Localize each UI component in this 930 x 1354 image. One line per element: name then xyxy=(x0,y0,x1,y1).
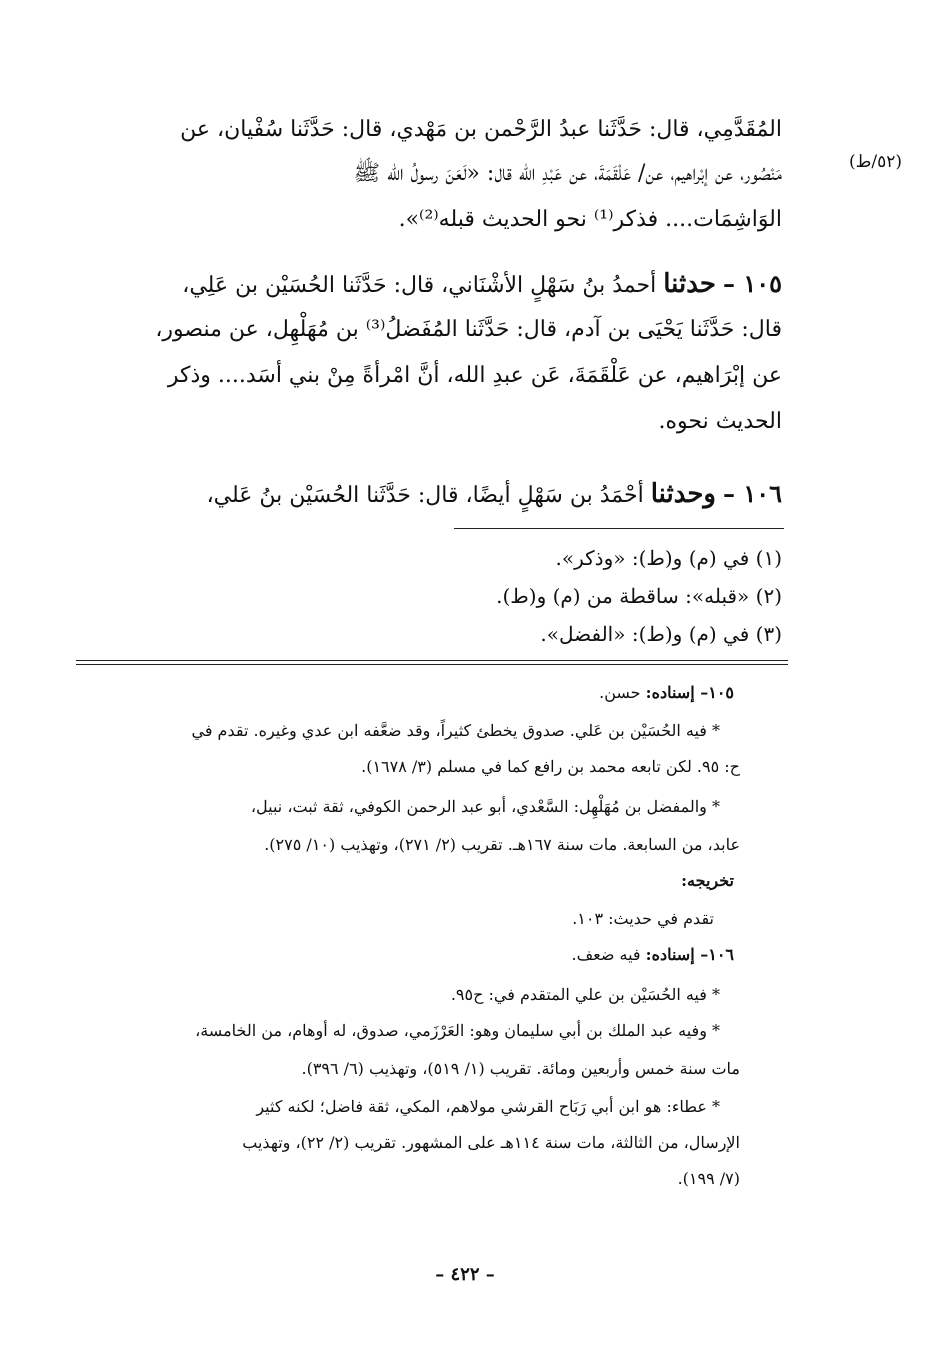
commentary-rule-top xyxy=(76,660,788,661)
commentary-106-line-5: الإرسال، من الثالثة، مات سنة ١١٤هـ على المشهور. تقريب (٢/ ٢٢)، وتهذيب xyxy=(242,1133,740,1152)
commentary-105-heading xyxy=(599,682,734,704)
hadith-105-line-3: عن إبْرَاهيم، عن عَلْقَمَةَ، عَن عبدِ الله، أنَّ امْرأةً مِنْ بني أسَد.... وذكر xyxy=(167,363,782,388)
footnote-3: (٣) في (م) و(ط): «الفضل». xyxy=(540,622,782,646)
margin-folio-note: (٥٢/ط) xyxy=(849,152,902,172)
hadith-105-line-2: قال: حَدَّثَنا يَحْيَى بن آدم، قال: حَدَّثَنا المُفَضلُ⁽³⁾ بن مُهَلْهِل، عن منصور، xyxy=(155,317,782,342)
main-line-1: المُقَدَّمِي، قال: حَدَّثَنا عبدُ الرَّحْمن بن مَهْدي، قال: حَدَّثَنا سُفْيان، عن xyxy=(180,117,782,142)
commentary-105-line-4: عابد، من السابعة. مات سنة ١٦٧هـ. تقريب (٢/ ٢٧١)، وتهذيب (١٠/ ٢٧٥). xyxy=(264,835,740,854)
main-line-2: مَنْصُور، عن إبْراهيم، عن/ عَلْقَمَةَ، عن عَبْدِ الله قال: «لَعَنَ رسولُ الله ﷺ xyxy=(353,161,782,186)
hadith-106-first-line xyxy=(207,480,782,510)
commentary-105-line-3: * والمفضل بن مُهَلْهِل: السَّعْدي، أبو عبد الرحمن الكوفي، ثقة ثبت، نبيل، xyxy=(250,797,720,816)
footnote-2: (٢) «قبله»: ساقطة من (م) و(ط). xyxy=(496,584,782,608)
commentary-105-line-1: * فيه الحُسَيْن بن عَلي. صدوق يخطئ كثيراً، وقد ضعَّفه ابن عدي وغيره. تقدم في xyxy=(191,721,720,740)
hadith-106-first-line-text: أحْمَدُ بن سَهْلٍ أيضًا، قال: حَدَّثَنا الحُسَيْن بنُ عَلي، xyxy=(206,483,644,508)
footnote-1: (١) في (م) و(ط): «وذكر». xyxy=(555,546,782,570)
page-number: – ٤٢٢ – xyxy=(435,1264,495,1285)
commentary-106-heading xyxy=(571,944,734,966)
takhrij-heading: تخريجه: xyxy=(681,871,734,890)
commentary-106-line-4: * عطاء: هو ابن أبي رَبَاح القرشي مولاهم، المكي، ثقة فاضل؛ لكنه كثير xyxy=(256,1097,720,1116)
hadith-105-first-line xyxy=(182,270,782,300)
hadith-105-line-4: الحديث نحوه. xyxy=(658,409,782,434)
commentary-rule-bottom xyxy=(76,664,788,665)
hadith-105-first-line-text: أحمدُ بنُ سَهْلٍ الأشْنَاني، قال: حَدَّثَنا الحُسَيْن بن عَلِي، xyxy=(182,273,657,298)
commentary-106-grade: فيه ضعف. xyxy=(571,945,641,964)
commentary-105-grade: حسن. xyxy=(599,683,641,702)
commentary-106-line-1: * فيه الحُسَيْن بن علي المتقدم في: ح٩٥. xyxy=(450,985,720,1004)
main-line-3: الوَاشِمَات.... فذكر⁽¹⁾ نحو الحديث قبله⁽²⁾». xyxy=(398,207,782,232)
hadith-106-haddathana: وحدثنا xyxy=(650,479,716,509)
main-text xyxy=(74,0,782,520)
takhrij-line: تقدم في حديث: ١٠٣. xyxy=(572,909,714,928)
hadith-105-number: ١٠٥ – xyxy=(722,269,782,298)
commentary-105-label: ١٠٥– إسناده: xyxy=(645,683,734,702)
footnote-separator xyxy=(454,528,784,529)
commentary-106-line-2: * وفيه عبد الملك بن أبي سليمان وهو: العَرْزَمي، صدوق، له أوهام، من الخامسة، xyxy=(195,1021,720,1040)
commentary-106-line-6: (٧/ ١٩٩). xyxy=(677,1169,740,1188)
commentary-106-line-3: مات سنة خمس وأربعين ومائة. تقريب (١/ ٥١٩)، وتهذيب (٦/ ٣٩٦). xyxy=(301,1059,740,1078)
commentary-106-label: ١٠٦– إسناده: xyxy=(645,945,734,964)
commentary-105-line-2: ح: ٩٥. لكن تابعه محمد بن رافع كما في مسلم (٣/ ١٦٧٨). xyxy=(361,757,740,776)
hadith-106-number: ١٠٦ – xyxy=(722,479,782,508)
hadith-105-haddathana: حدثنا xyxy=(663,269,716,299)
